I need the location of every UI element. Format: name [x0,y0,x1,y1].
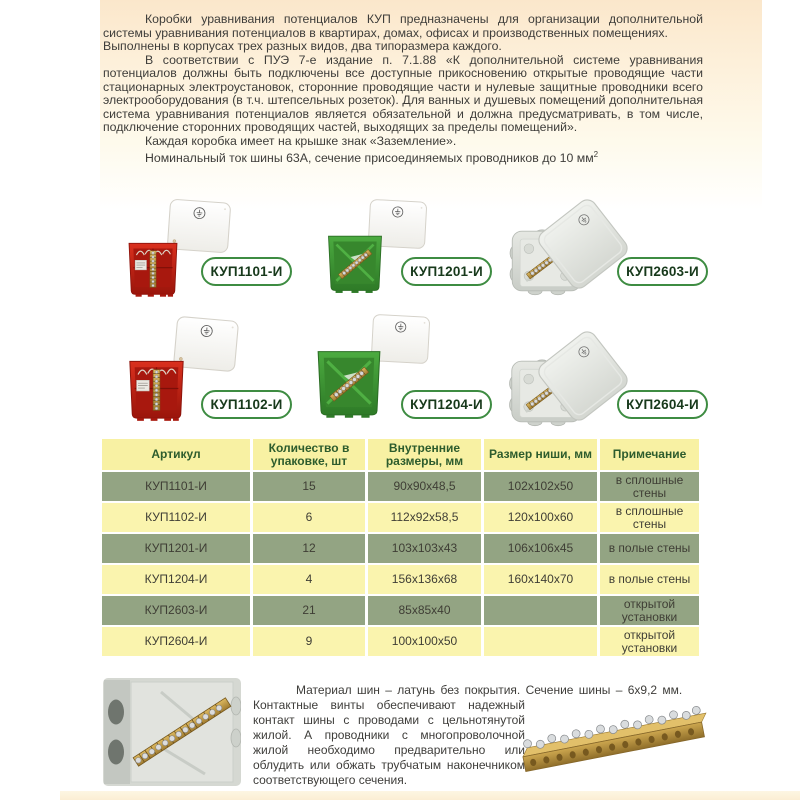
table-cell: 103x103x43 [368,534,481,563]
table-row [102,503,699,532]
table-cell: открытой установки [600,627,699,656]
intro-paragraph-2: В соответствии с ПУЭ 7-е издание п. 7.1.88 «К дополнительной системе уравнивания потенциалов должны быть подключены все доступные прикосновению открытые проводящие части стационарных электроустановок, сторонние проводящие части и нулевые защитные проводники всего электрооборудования (в т.ч. штепсельных розеток). Для ванных и душевых помещений дополнительная система уравнивания потенциалов является обязательной и должна предусматривать, в том числе, подключение сторонних проводящих частей, выходящих за пределы помещений». [103,52,703,134]
table-header-row [102,439,699,470]
product-label-kup2604: КУП2604-И [617,390,708,419]
table-cell: 85x85x40 [368,596,481,625]
table-cell: 160x140x70 [484,565,597,594]
product-image-kup2603-gray-box [503,203,625,303]
table-cell: 90x90x48,5 [368,472,481,501]
table-cell: 156x136x68 [368,565,481,594]
product-image-kup2604-gray-box [503,331,625,437]
spec-table [99,437,702,658]
table-cell: КУП1204-И [102,565,250,594]
bottom-text-line1: Материал шин – латунь без покрытия. Сечение шины – 6х9,2 мм. [296,683,683,697]
intro-paragraph-3: Каждая коробка имеет на крышке знак «Заземление». [145,133,457,148]
table-cell: 15 [253,472,365,501]
intro-paragraph-4-text: Номинальный ток шины 63А, сечение присоединяемых проводников до 10 мм [145,151,594,166]
table-cell: КУП1201-И [102,534,250,563]
product-image-kup1101-red-box [118,194,233,306]
table-cell: 6 [253,503,365,532]
bottom-paragraph: Контактные винты обеспечивают надежный контакт шины с проводами с цельнотянутой жилой. А проводники с многопроволочной жилой необходимо предварительно или облудить или обжать трубчатым наконечником соответствующего сечения. [253,698,525,787]
product-label-kup1204: КУП1204-И [401,390,492,419]
intro-paragraph-1b: Выполнены в корпусах трех разных видов, два типоразмера каждого. [103,39,502,53]
table-cell: в сплошные стены [600,503,699,532]
table-cell: 12 [253,534,365,563]
product-label-kup1102: КУП1102-И [201,390,292,419]
table-cell: 21 [253,596,365,625]
table-cell: КУП1102-И [102,503,250,532]
table-row [102,534,699,563]
table-header-note: Примечание [600,439,699,470]
table-cell [484,596,597,625]
product-label-kup2603: КУП2603-И [617,257,708,286]
brass-bus-bar-image [516,703,714,777]
table-cell: 100x100x50 [368,627,481,656]
product-label-kup1201: КУП1201-И [401,257,492,286]
table-cell: КУП2604-И [102,627,250,656]
product-label-kup1101: КУП1101-И [201,257,292,286]
table-cell: 102x102x50 [484,472,597,501]
table-cell: 9 [253,627,365,656]
table-cell: в сплошные стены [600,472,699,501]
table-cell: открытой установки [600,596,699,625]
intro-text-block [103,13,703,166]
table-cell: в полые стены [600,534,699,563]
table-cell: КУП1101-И [102,472,250,501]
table-row [102,627,699,656]
table-cell: КУП2603-И [102,596,250,625]
junction-box-closeup-image [103,676,241,788]
table-cell: 112x92x58,5 [368,503,481,532]
table-cell: 120x100x60 [484,503,597,532]
intro-paragraph-1: Коробки уравнивания потенциалов КУП предназначены для организации дополнительной системы уравнивания потенциалов в квартирах, домах, офисах и производственных помещениях. [103,12,703,40]
intro-paragraph-4 [103,148,703,166]
bottom-background-band [60,791,800,800]
table-cell: в полые стены [600,565,699,594]
intro-paragraph-4-superscript: 2 [593,150,599,159]
table-row [102,596,699,625]
table-header-inner-size: Внутренние размеры, мм [368,439,481,470]
table-header-niche-size: Размер ниши, мм [484,439,597,470]
table-header-article: Артикул [102,439,250,470]
table-header-pack-qty: Количество в упаковке, шт [253,439,365,470]
table-row [102,565,699,594]
table-cell: 4 [253,565,365,594]
table-cell: 106x106x45 [484,534,597,563]
table-row [102,472,699,501]
table-cell [484,627,597,656]
